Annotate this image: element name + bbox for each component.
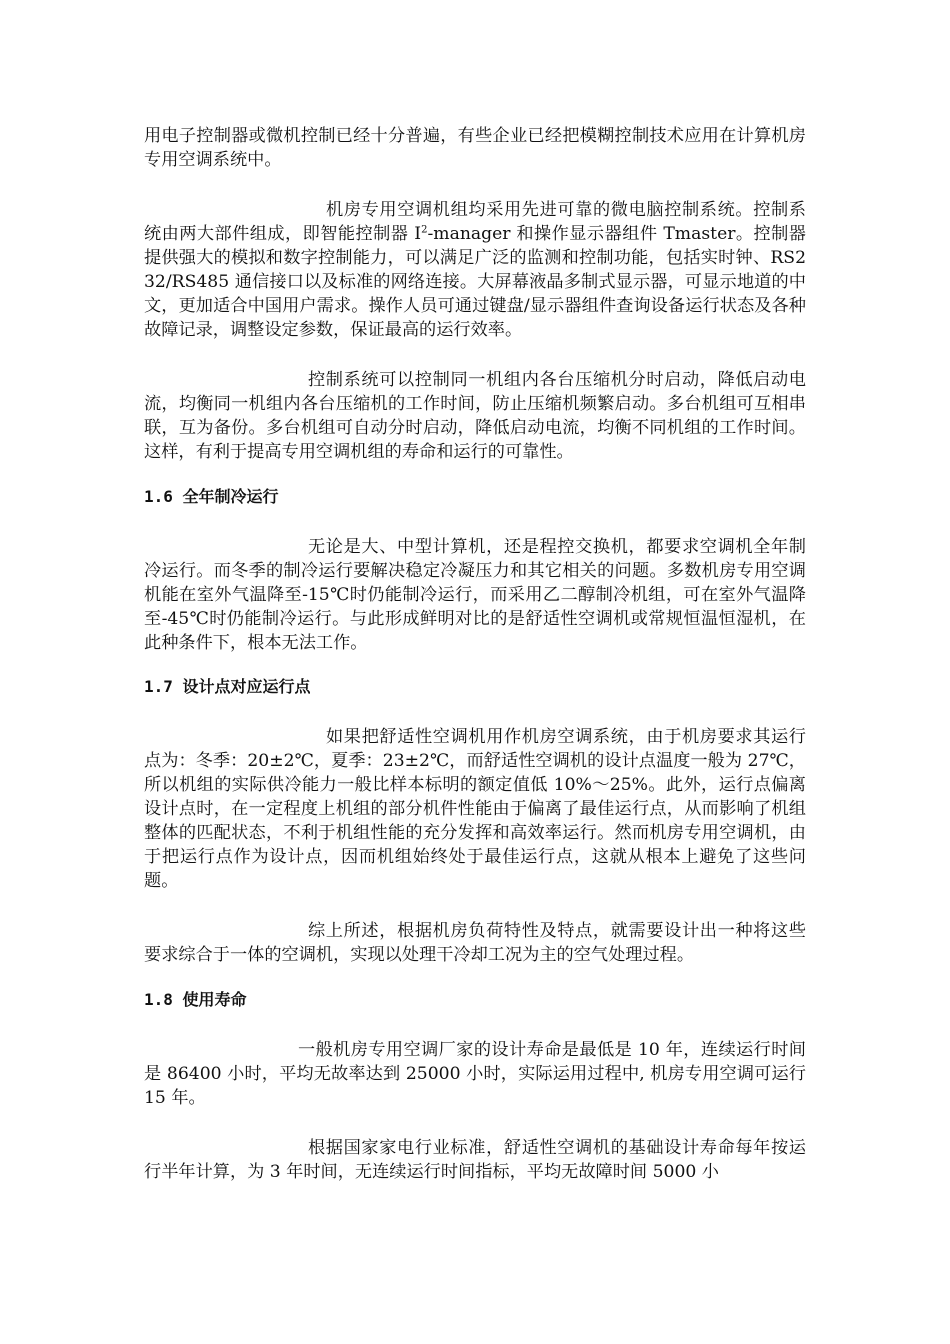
paragraph: 一般机房专用空调厂家的设计寿命是最低是 10 年，连续运行时间是 86400 小时，平均无故率达到 25000 小时，实际运用过程中, 机房专用空调可运行 15 年。 [144,1040,806,1108]
section-heading: 1.7 设计点对应运行点 [144,677,311,696]
section-heading: 1.6 全年制冷运行 [144,487,279,506]
paragraph-text: -manager 和操作显示器组件 Tmaster。控制器提供强大的模拟和数字控制能力，可以满足广泛的监测和控制功能，包括实时钟、RS232/RS485 通信接口以及标准的网络连接。大屏幕液晶多制式显示器，可显示地道的中文，更加适合中国用户需求。操作人员可通过键盘/显示器组件查询设备运行状态及各种故障记录，调整设定参数，保证最高的运行效率。 [144,224,806,340]
paragraph: 用电子控制器或微机控制已经十分普遍，有些企业已经把模糊控制技术应用在计算机房专用空调系统中。 [144,126,806,170]
paragraph: 如果把舒适性空调机用作机房空调系统，由于机房要求其运行点为：冬季：20±2℃，夏季：23±2℃，而舒适性空调机的设计点温度一般为 27℃，所以机组的实际供冷能力一般比样本标明的额定值低 10%～25%。此外，运行点偏离设计点时，在一定程度上机组的部分机件性能由于偏离了最佳运行点，从而影响了机组整体的匹配状态，不利于机组性能的充分发挥和高效率运行。然而机房专用空调机，由于把运行点作为设计点，因而机组始终处于最佳运行点，这就从根本上避免了这些问题。 [144,727,806,891]
paragraph: 无论是大、中型计算机，还是程控交换机，都要求空调机全年制冷运行。而冬季的制冷运行要解决稳定冷凝压力和其它相关的问题。多数机房专用空调机能在室外气温降至-15℃时仍能制冷运行，而采用乙二醇制冷机组，可在室外气温降至-45℃时仍能制冷运行。与此形成鲜明对比的是舒适性空调机或常规恒温恒湿机，在此种条件下，根本无法工作。 [144,537,806,653]
superscript: 2 [421,224,428,236]
paragraph-text: 机房专用空调机组均采用先进可靠的微电脑控制系统。控制系统由两大部件组成，即智能控制器 I [144,200,806,244]
paragraph: 根据国家家电行业标准，舒适性空调机的基础设计寿命每年按运行半年计算，为 3 年时间，无连续运行时间指标，平均无故障时间 5000 小 [144,1138,806,1182]
section-heading: 1.8 使用寿命 [144,990,247,1009]
paragraph: 控制系统可以控制同一机组内各台压缩机分时启动，降低启动电流，均衡同一机组内各台压缩机的工作时间，防止压缩机频繁启动。多台机组可互相串联，互为备份。多台机组可自动分时启动，降低启动电流，均衡不同机组的工作时间。这样，有利于提高专用空调机组的寿命和运行的可靠性。 [144,370,806,462]
document-body [144,124,806,1184]
paragraph: 综上所述，根据机房负荷特性及特点，就需要设计出一种将这些要求综合于一体的空调机，实现以处理干冷却工况为主的空气处理过程。 [144,921,806,965]
paragraph [144,198,806,342]
